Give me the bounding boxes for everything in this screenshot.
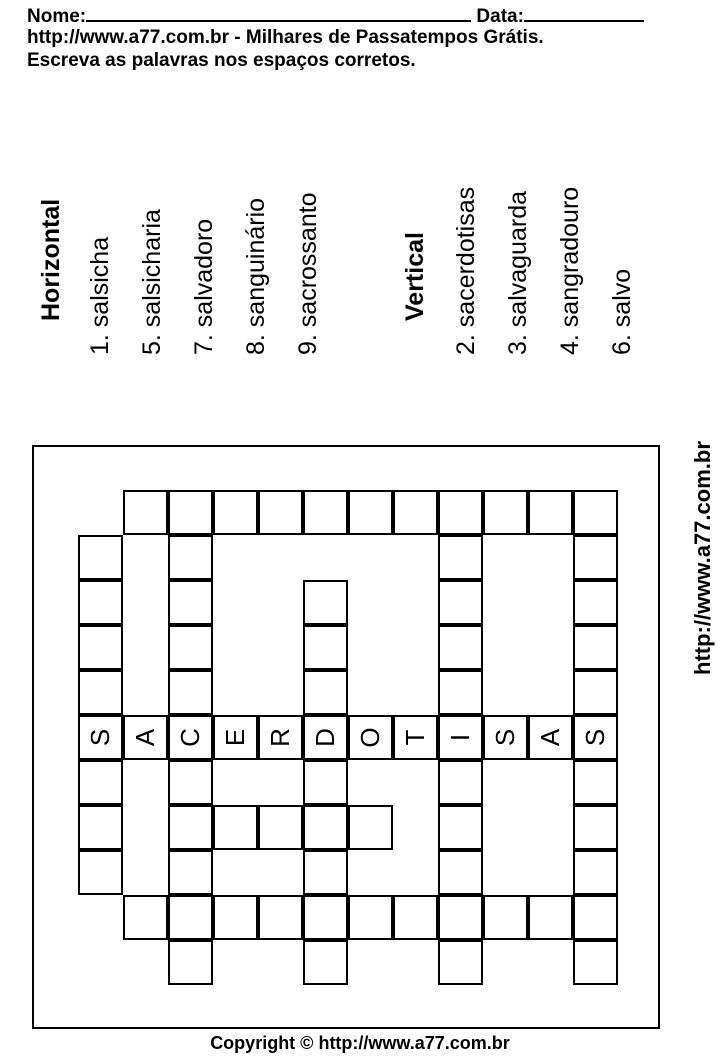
crossword-letter: O [355, 727, 385, 748]
crossword-cell[interactable] [348, 895, 393, 940]
crossword-cell[interactable] [258, 805, 303, 850]
crossword-cell[interactable] [213, 805, 258, 850]
crossword-cell[interactable] [483, 895, 528, 940]
horizontal-clue: 9. sacrossanto [294, 192, 322, 355]
crossword-cell[interactable] [303, 760, 348, 805]
side-url: http://www.a77.com.br [690, 441, 715, 675]
crossword-cell[interactable] [528, 895, 573, 940]
crossword-letter: C [175, 728, 205, 747]
crossword-cell[interactable] [438, 850, 483, 895]
horizontal-title: Horizontal [37, 198, 65, 321]
crossword-letter: D [310, 728, 340, 747]
copyright-footer: Copyright © http://www.a77.com.br [210, 1033, 510, 1053]
vertical-clue: 3. salvaguarda [504, 190, 532, 355]
crossword-cell[interactable] [213, 490, 258, 535]
crossword-cell[interactable] [393, 490, 438, 535]
crossword-cell[interactable] [78, 670, 123, 715]
crossword-cell[interactable] [438, 535, 483, 580]
crossword-cell[interactable] [303, 670, 348, 715]
crossword-cell[interactable] [303, 625, 348, 670]
vertical-clue: 6. salvo [608, 268, 636, 355]
crossword-cell[interactable] [303, 805, 348, 850]
crossword-cell[interactable] [438, 760, 483, 805]
horizontal-clue: 1. salsicha [86, 236, 114, 355]
crossword-cell[interactable] [78, 535, 123, 580]
crossword-cell[interactable] [168, 760, 213, 805]
crossword-cell[interactable] [438, 895, 483, 940]
crossword-cell[interactable] [303, 895, 348, 940]
crossword-cell[interactable] [303, 850, 348, 895]
crossword-cell[interactable] [348, 490, 393, 535]
crossword-cell[interactable] [348, 805, 393, 850]
crossword-cell[interactable] [393, 895, 438, 940]
crossword-cell[interactable] [168, 490, 213, 535]
horizontal-clue: 5. salsicharia [138, 209, 166, 355]
site-line: http://www.a77.com.br - Milhares de Passatempos Grátis. [27, 27, 544, 48]
crossword-cell[interactable] [483, 490, 528, 535]
crossword-cell[interactable] [78, 805, 123, 850]
crossword-cell[interactable] [78, 850, 123, 895]
crossword-cell[interactable] [258, 895, 303, 940]
crossword-cell[interactable] [168, 895, 213, 940]
crossword-cell[interactable] [573, 670, 618, 715]
crossword-cell[interactable] [168, 535, 213, 580]
horizontal-clue: 8. sanguinário [242, 197, 270, 355]
crossword-cell[interactable] [168, 850, 213, 895]
crossword-cell[interactable] [168, 940, 213, 985]
crossword-cell[interactable] [573, 940, 618, 985]
crossword-letter: S [580, 728, 610, 747]
instruction: Escreva as palavras nos espaços corretos. [27, 50, 416, 71]
crossword-cell[interactable] [213, 895, 258, 940]
crossword-cell[interactable] [258, 490, 303, 535]
crossword-cell[interactable] [78, 760, 123, 805]
crossword-letter: S [490, 728, 520, 747]
crossword-cell[interactable] [573, 490, 618, 535]
crossword-cell[interactable] [168, 805, 213, 850]
vertical-clue: 2. sacerdotisas [452, 186, 480, 355]
horizontal-clue: 7. salvadoro [190, 218, 218, 355]
crossword-cell[interactable] [438, 580, 483, 625]
crossword-cell[interactable] [123, 895, 168, 940]
crossword-letter: S [85, 728, 115, 747]
crossword-cell[interactable] [438, 490, 483, 535]
crossword-cell[interactable] [438, 805, 483, 850]
crossword-cell[interactable] [573, 895, 618, 940]
crossword-cell[interactable] [303, 580, 348, 625]
crossword-cell[interactable] [123, 490, 168, 535]
crossword-cell[interactable] [78, 580, 123, 625]
crossword-cell[interactable] [168, 670, 213, 715]
crossword-cell[interactable] [573, 535, 618, 580]
date-label: Data: [476, 6, 524, 27]
crossword-cell[interactable] [438, 625, 483, 670]
crossword-letter: R [265, 728, 295, 747]
crossword-cell[interactable] [168, 625, 213, 670]
crossword-cell[interactable] [303, 490, 348, 535]
crossword-cell[interactable] [573, 850, 618, 895]
crossword-cell[interactable] [78, 625, 123, 670]
crossword-letter: E [220, 728, 250, 747]
crossword-letter: I [445, 733, 475, 742]
crossword-cell[interactable] [573, 805, 618, 850]
crossword-cell[interactable] [528, 490, 573, 535]
crossword-cell[interactable] [168, 580, 213, 625]
crossword-cell[interactable] [303, 940, 348, 985]
vertical-title: Vertical [401, 232, 429, 321]
vertical-clue: 4. sangradouro [556, 186, 584, 355]
crossword-cell[interactable] [573, 760, 618, 805]
crossword-letter: T [400, 729, 430, 746]
crossword-cell[interactable] [573, 625, 618, 670]
crossword-letter: A [535, 728, 565, 747]
crossword-cell[interactable] [573, 580, 618, 625]
crossword-cell[interactable] [438, 670, 483, 715]
name-label: Nome: [27, 6, 87, 27]
crossword-cell[interactable] [438, 940, 483, 985]
crossword-letter: A [130, 728, 160, 747]
